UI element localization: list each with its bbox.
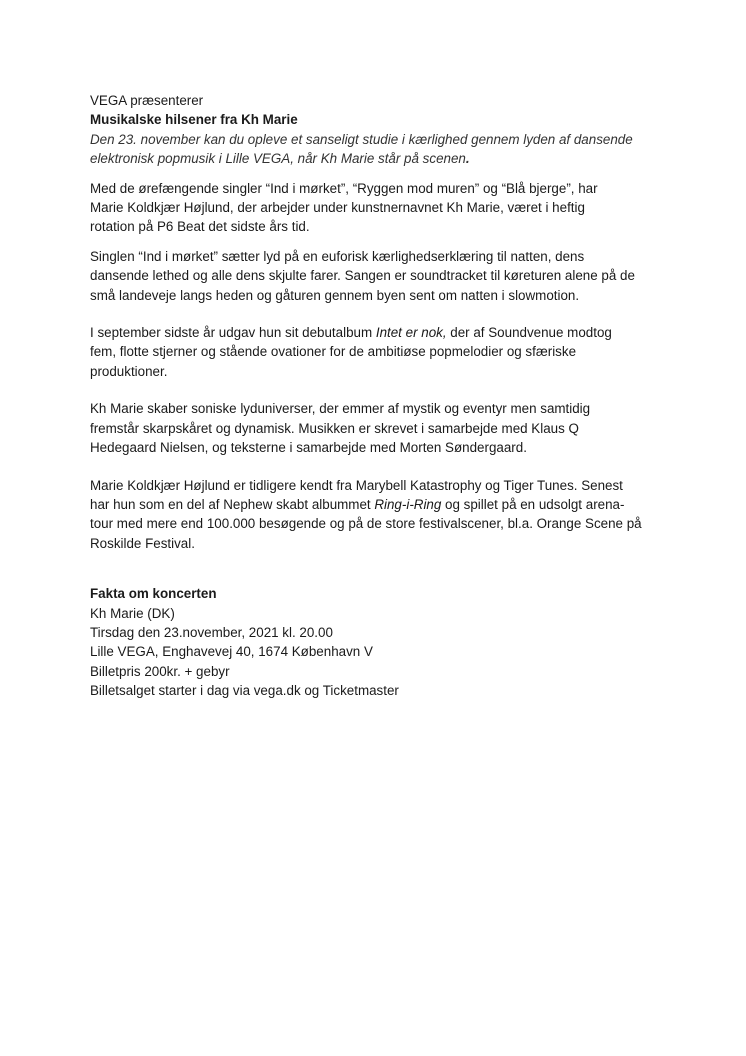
paragraph-line: rotation på P6 Beat det sidste års tid.: [90, 219, 310, 235]
album-title-ring-i-ring: Ring-i-Ring: [374, 496, 442, 512]
intro-line-2: [90, 149, 670, 168]
album-title-intet-er-nok: Intet er nok,: [375, 325, 447, 341]
fact-artist: Kh Marie (DK): [90, 605, 175, 621]
text-run: og spillet på en udsolgt arena-: [441, 496, 625, 512]
fact-price: Billetpris 200kr. + gebyr: [90, 663, 230, 679]
paragraph-line: Marie Koldkjær Højlund, der arbejder under kunstnernavnet Kh Marie, været i heftig: [90, 200, 585, 216]
paragraph-line: produktioner.: [90, 363, 168, 379]
paragraph-line: tour med mere end 100.000 besøgende og på de store festivalscener, bl.a. Orange Scene på: [90, 516, 642, 532]
fact-venue: Lille VEGA, Enghavevej 40, 1674 København V: [90, 644, 373, 660]
paragraph-line: Med de ørefængende singler “Ind i mørket”, “Ryggen mod muren” og “Blå bjerge”, har: [90, 180, 598, 196]
paragraph-line: Kh Marie skaber soniske lyduniverser, der emmer af mystik og eventyr men samtidig: [90, 401, 591, 417]
paragraph-soundscapes: [90, 399, 670, 457]
paragraph-line: fem, flotte stjerner og stående ovationer for de ambitiøse popmelodier og sfæriske: [90, 344, 577, 360]
presenter-line: VEGA præsenterer: [90, 93, 204, 108]
concert-facts: [90, 584, 670, 700]
text-run: der af Soundvenue modtog: [446, 325, 612, 341]
paragraph-line: Singlen “Ind i mørket” sætter lyd på en euforisk kærlighedserklæring til natten, dens: [90, 248, 585, 264]
text-run: har hun som en del af Nephew skabt albummet: [90, 496, 375, 512]
paragraph-line: Hedegaard Nielsen, og teksterne i samarbejde med Morten Søndergaard.: [90, 440, 527, 456]
text-run: I september sidste år udgav hun sit debutalbum: [90, 325, 376, 341]
intro-period: .: [465, 151, 470, 167]
fact-ticket-sale: Billetsalget starter i dag via vega.dk og Ticketmaster: [90, 683, 399, 699]
facts-heading: Fakta om koncerten: [90, 586, 217, 602]
paragraph-line: Marie Koldkjær Højlund er tidligere kendt fra Marybell Katastrophy og Tiger Tunes. Senest: [90, 477, 623, 493]
paragraph-line: små landeveje langs heden og gåturen gennem byen sent om natten i slowmotion.: [90, 287, 580, 303]
intro-line-2-text: elektronisk popmusik i Lille VEGA, når Kh Marie står på scenen: [90, 151, 466, 167]
paragraph-line: [90, 495, 670, 514]
paragraph-debut-album: [90, 323, 670, 381]
paragraph-singles: [90, 179, 670, 237]
intro-line-1: Den 23. november kan du opleve et sanseligt studie i kærlighed gennem lyden af dansende: [90, 131, 633, 147]
paragraph-background: [90, 476, 670, 554]
document-page: [90, 91, 670, 701]
paragraph-ind-i-morket: [90, 247, 670, 305]
paragraph-line: dansende lethed og alle dens skjulte farer. Sangen er soundtracket til køreturen alene på de: [90, 268, 635, 284]
fact-date-time: Tirsdag den 23.november, 2021 kl. 20.00: [90, 624, 333, 640]
paragraph-line: Roskilde Festival.: [90, 535, 195, 551]
paragraph-line: fremstår skarpskåret og dynamisk. Musikken er skrevet i samarbejde med Klaus Q: [90, 420, 579, 436]
document-title: Musikalske hilsener fra Kh Marie: [90, 112, 298, 128]
paragraph-line: [90, 323, 670, 342]
